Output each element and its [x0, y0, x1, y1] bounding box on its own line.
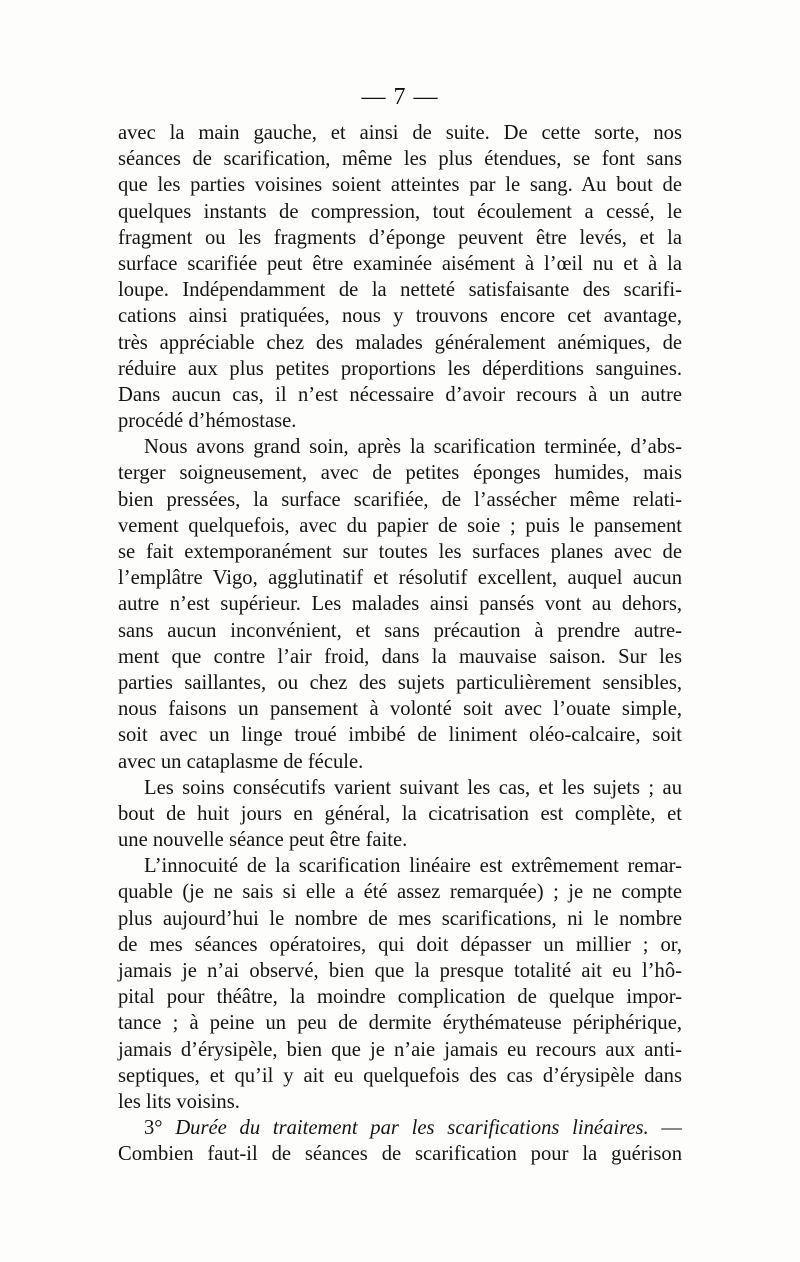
text-line: avec la main gauche, et ainsi de suite. De cette sorte, nos [118, 122, 682, 144]
text-line: ment que contre l’air froid, dans la mauvaise saison. Sur les [118, 645, 682, 668]
text-line: quable (je ne sais si elle a été assez remarquée) ; je ne compte [118, 881, 682, 904]
text-line: quelques instants de compression, tout écoulement a cessé, le [118, 200, 682, 223]
text-line: de mes séances opératoires, qui doit dépasser un millier ; or, [118, 933, 682, 956]
text-line: plus aujourd’hui le nombre de mes scarifications, ni le nombre [118, 907, 682, 930]
text-line: jamais je n’ai observé, bien que la presque totalité ait eu l’hô- [118, 960, 682, 982]
text-line: soit avec un linge troué imbibé de liniment oléo-calcaire, soit [118, 724, 682, 747]
text-line: se fait extemporanément sur toutes les surfaces planes avec de [118, 541, 682, 563]
text-line: nous faisons un pansement à volonté soit avec l’ouate simple, [118, 698, 682, 721]
text-line: séances de scarification, même les plus étendues, se font sans [118, 148, 682, 171]
text-line: très appréciable chez des malades généralement anémiques, de [118, 331, 682, 354]
text-line: vement quelquefois, avec du papier de soie ; puis le pansement [118, 514, 682, 537]
body-text [118, 120, 682, 1168]
text-line: Dans aucun cas, il n’est nécessaire d’avoir recours à un autre [118, 383, 682, 406]
text-line: loupe. Indépendamment de la netteté satisfaisante des scarifi- [118, 279, 682, 302]
text-line: parties saillantes, ou chez des sujets particulièrement sensibles, [118, 671, 682, 694]
text-line: l’emplâtre Vigo, agglutinatif et résolutif excellent, auquel aucun [118, 567, 682, 590]
text-line: une nouvelle séance peut être faite. [118, 829, 408, 852]
text-line: L’innocuité de la scarification linéaire est extrêmement remar- [144, 855, 682, 878]
section-title: Durée du traitement par les scarifications linéaires. [175, 1117, 649, 1140]
text-line: bien pressées, la surface scarifiée, de l’assécher même relati- [118, 488, 682, 511]
text-line: réduire aux plus petites proportions les déperditions sanguines. [118, 357, 682, 380]
section-heading [118, 1115, 682, 1141]
text-line: sans aucun inconvénient, et sans précaution à prendre autre- [118, 619, 682, 642]
text-line: Combien faut-il de séances de scarification pour la guérison [118, 1143, 682, 1166]
text-line: surface scarifiée peut être examinée aisément à l’œil nu et à la [118, 252, 682, 275]
page-number: — 7 — [361, 84, 439, 110]
text-line: jamais d’érysipèle, bien que je n’aie jamais eu recours aux anti- [118, 1038, 682, 1061]
text-line: tance ; à peine un peu de dermite érythémateuse périphérique, [118, 1012, 682, 1035]
text-line: avec un cataplasme de fécule. [118, 750, 364, 773]
text-line: Les soins consécutifs varient suivant les cas, et les sujets ; au [144, 776, 682, 799]
text-line: fragment ou les fragments d’éponge peuvent être levés, et la [118, 226, 682, 249]
text-line: terger soigneusement, avec de petites éponges humides, mais [118, 462, 682, 485]
section-dash: — [661, 1117, 682, 1140]
text-line: septiques, et qu’il y ait eu quelquefois des cas d’érysipèle dans [118, 1064, 682, 1087]
text-line: procédé d’hémostase. [118, 410, 297, 433]
text-line: Nous avons grand soin, après la scarification terminée, d’abs- [144, 436, 682, 459]
text-line: que les parties voisines soient atteintes par le sang. Au bout de [118, 174, 682, 197]
section-number: 3° [144, 1117, 163, 1140]
text-line: cations ainsi pratiquées, nous y trouvons encore cet avantage, [118, 305, 682, 328]
text-line: bout de huit jours en général, la cicatrisation est complète, et [118, 802, 682, 825]
text-line: les lits voisins. [118, 1090, 240, 1113]
text-line: autre n’est supérieur. Les malades ainsi pansés vont au dehors, [118, 593, 682, 616]
text-line: pital pour théâtre, la moindre complication de quelque impor- [118, 986, 682, 1009]
